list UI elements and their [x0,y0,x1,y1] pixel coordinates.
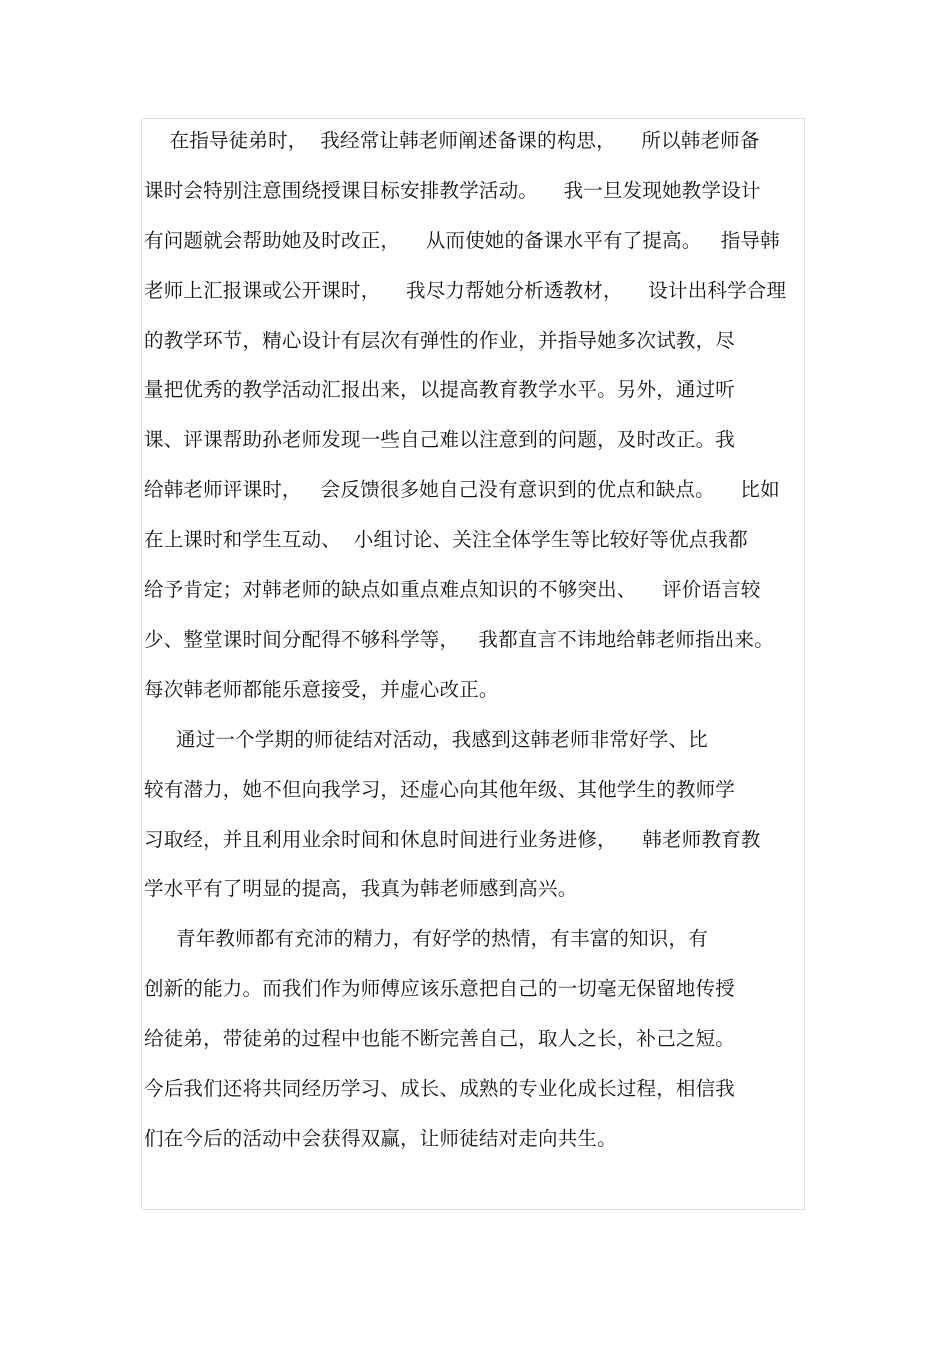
text-line: 量把优秀的教学活动汇报出来，以提高教育教学水平。另外，通过听 [144,378,736,401]
text-line: 较有潜力，她不但向我学习，还虚心向其他年级、其他学生的教师学 [144,778,736,801]
text-line: 们在今后的活动中会获得双赢，让师徒结对走向共生。 [144,1127,617,1150]
text-line: 在指导徒弟时， 我经常让韩老师阐述备课的构思， 所以韩老师备 [144,129,760,152]
text-line: 在上课时和学生互动、 小组讨论、关注全体学生等比较好等优点我都 [144,528,748,551]
text-line: 少、整堂课时间分配得不够科学等， 我都直言不讳地给韩老师指出来。 [144,628,774,651]
text-line: 青年教师都有充沛的精力，有好学的热情，有丰富的知识，有 [144,927,708,950]
text-line: 给韩老师评课时， 会反馈很多她自己没有意识到的优点和缺点。 比如 [144,478,780,501]
text-line: 课、评课帮助孙老师发现一些自己难以注意到的问题，及时改正。我 [144,428,736,451]
text-line: 有问题就会帮助她及时改正， 从而使她的备课水平有了提高。 指导韩 [144,229,780,252]
text-line: 给予肯定；对韩老师的缺点如重点难点知识的不够突出、 评价语言较 [144,578,761,601]
text-line: 通过一个学期的师徒结对活动，我感到这韩老师非常好学、比 [144,728,708,751]
text-line: 学水平有了明显的提高，我真为韩老师感到高兴。 [144,877,578,900]
text-line: 的教学环节，精心设计有层次有弹性的作业，并指导她多次试教，尽 [144,329,736,352]
text-line: 习取经，并且利用业余时间和休息时间进行业务进修， 韩老师教育教 [144,828,761,851]
text-line: 创新的能力。而我们作为师傅应该乐意把自己的一切毫无保留地传授 [144,977,736,1000]
text-line: 给徒弟，带徒弟的过程中也能不断完善自己，取人之长，补己之短。 [144,1027,736,1050]
text-line: 今后我们还将共同经历学习、成长、成熟的专业化成长过程，相信我 [144,1077,736,1100]
text-line: 每次韩老师都能乐意接受，并虚心改正。 [144,678,499,701]
text-line: 课时会特别注意围绕授课目标安排教学活动。 我一旦发现她教学设计 [144,179,761,202]
text-line: 老师上汇报课或公开课时， 我尽力帮她分析透教材， 设计出科学合理 [144,279,787,302]
